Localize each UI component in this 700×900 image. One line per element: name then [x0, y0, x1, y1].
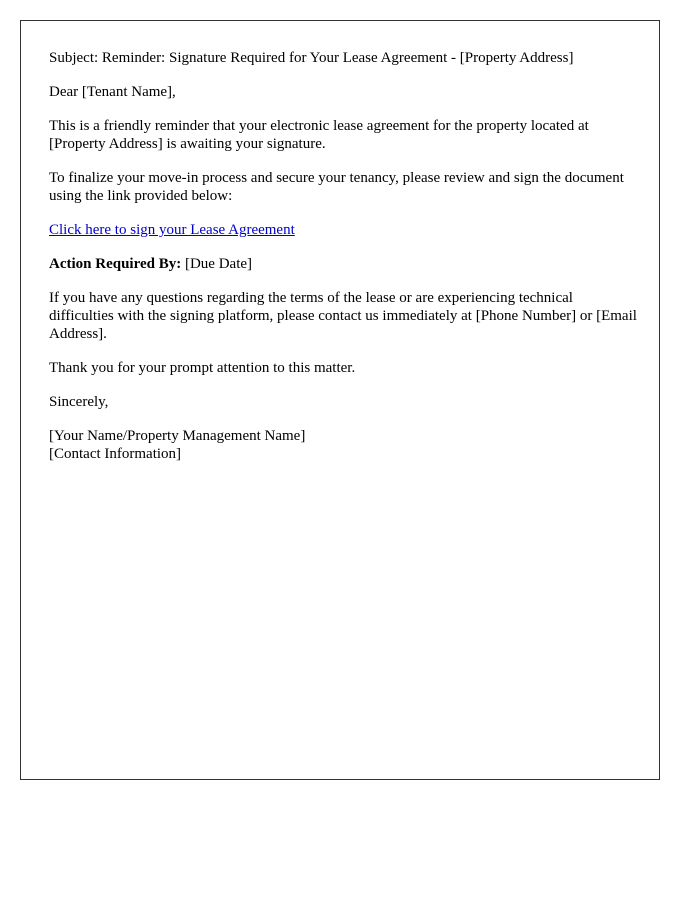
- signature-name: [Your Name/Property Management Name]: [49, 428, 306, 444]
- paragraph-thanks: Thank you for your prompt attention to this matter.: [49, 360, 356, 376]
- sign-link-container: [49, 221, 639, 239]
- subject-line: Subject: Reminder: Signature Required for Your Lease Agreement - [Property Address]: [49, 50, 574, 66]
- action-required-value: [Due Date]: [181, 256, 253, 272]
- paragraph-instructions: To finalize your move-in process and secure your tenancy, please review and sign the document using the link provided below:: [49, 170, 624, 204]
- letter-body: [49, 49, 639, 479]
- signature-block: [49, 427, 639, 463]
- action-required-label: Action Required By:: [49, 256, 182, 272]
- letter-page: [20, 20, 660, 780]
- paragraph-reminder: This is a friendly reminder that your electronic lease agreement for the property located at [Property Address] is awaiting your signature.: [49, 118, 589, 152]
- greeting: Dear [Tenant Name],: [49, 84, 176, 100]
- closing: Sincerely,: [49, 394, 109, 410]
- action-required: [49, 255, 639, 273]
- signature-contact: [Contact Information]: [49, 446, 182, 462]
- paragraph-contact: If you have any questions regarding the terms of the lease or are experiencing technical difficulties with the signing platform, please contact us immediately at [Phone Number] or [Email Address].: [49, 290, 637, 342]
- sign-lease-link[interactable]: Click here to sign your Lease Agreement: [49, 222, 295, 238]
